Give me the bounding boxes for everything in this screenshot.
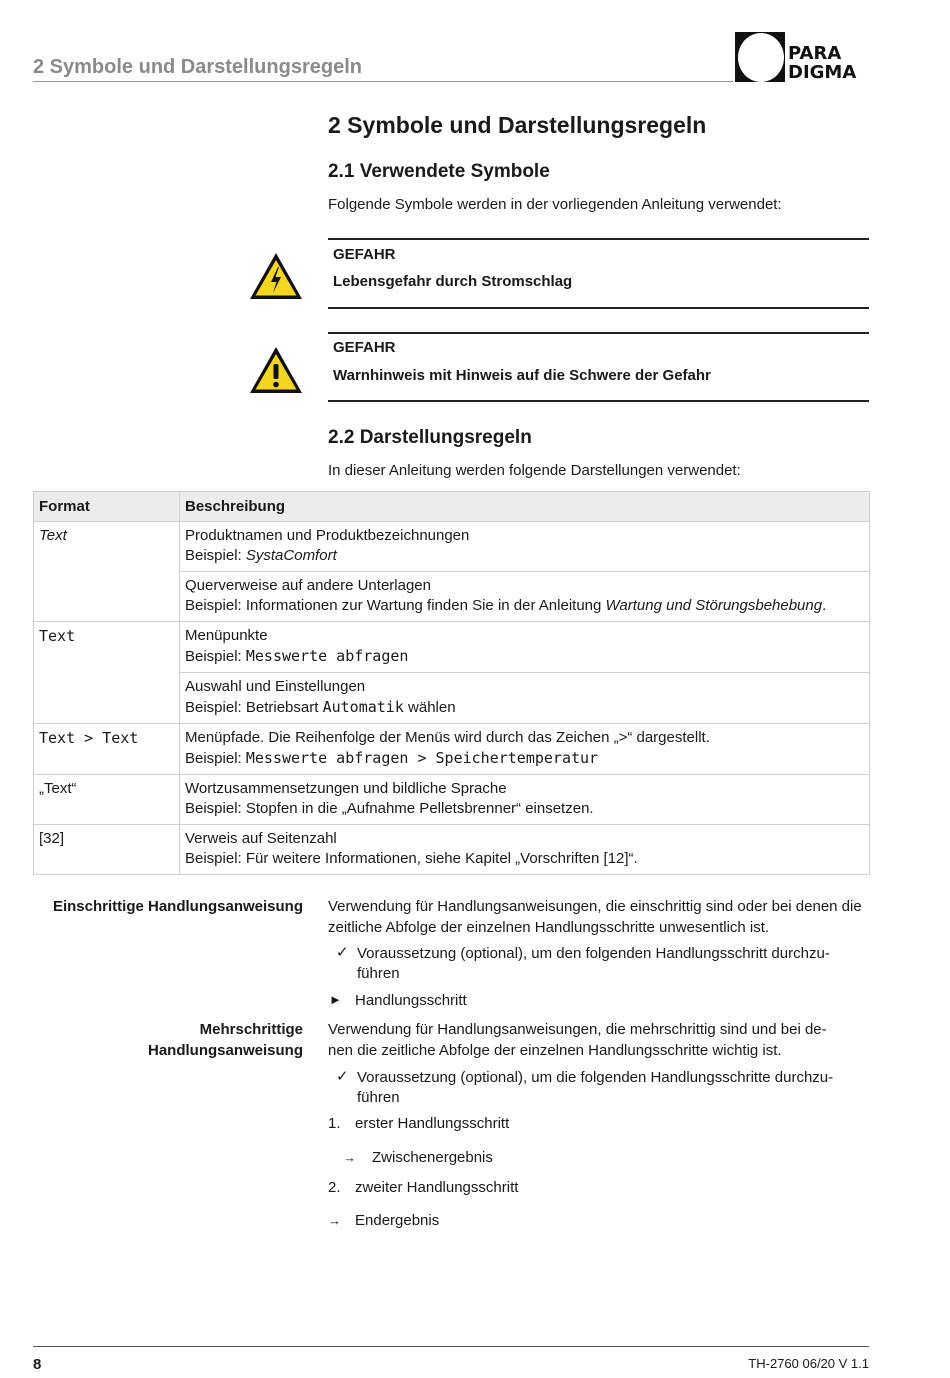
conventions-intro: In dieser Anleitung werden folgende Darstellungen verwendet: xyxy=(328,462,741,479)
logo-text-line2: DIGMA xyxy=(788,62,857,83)
description-cell xyxy=(180,673,870,724)
example-value: Messwerte abfragen xyxy=(245,647,409,665)
format-cell: Text xyxy=(34,622,180,724)
example-text: Beispiel: Stopfen in die „Aufnahme Pelletsbrenner“ einsetzen. xyxy=(185,800,594,817)
example-prefix: Beispiel: Betriebsart xyxy=(185,699,323,716)
warning-text: Warnhinweis mit Hinweis auf die Schwere der Gefahr xyxy=(333,367,711,384)
description-cell xyxy=(180,522,870,572)
format-cell: Text > Text xyxy=(34,724,180,775)
document-reference: TH-2760 06/20 V 1.1 xyxy=(748,1356,869,1371)
warning-label: GEFAHR xyxy=(333,339,396,356)
table-row xyxy=(34,775,870,825)
example-value: Wartung und Störungsbehebung xyxy=(605,597,823,614)
step-number: 2. xyxy=(328,1179,341,1196)
warning-rule-bottom xyxy=(328,400,869,402)
symbols-intro: Folgende Symbole werden in der vorliegenden Anleitung verwendet: xyxy=(328,196,782,213)
column-header-description: Beschreibung xyxy=(180,492,870,522)
check-mark-icon: ✓ xyxy=(336,944,349,961)
column-header-format: Format xyxy=(34,492,180,522)
step-text: erster Handlungsschritt xyxy=(355,1115,510,1132)
warning-label: GEFAHR xyxy=(333,246,396,263)
example-prefix: Beispiel: xyxy=(185,648,246,665)
precondition-text: Voraussetzung (optional), um die folgenden Handlungsschritte durchzu- xyxy=(357,1069,834,1086)
check-mark-icon: ✓ xyxy=(336,1068,349,1085)
page-number: 8 xyxy=(33,1356,42,1373)
electric-shock-warning-icon xyxy=(248,251,304,301)
section-title: 2 Symbole und Darstellungsregeln xyxy=(328,112,707,138)
example-value: Automatik xyxy=(322,698,404,716)
example-suffix: wählen xyxy=(403,699,456,716)
description-text: Auswahl und Einstellungen xyxy=(185,678,366,695)
precondition-text: Voraussetzung (optional), um den folgenden Handlungsschritt durchzu- xyxy=(357,945,830,962)
subsection-title-conventions: 2.2 Darstellungsregeln xyxy=(328,427,532,448)
result-arrow-icon: → xyxy=(328,1213,341,1228)
example-value: SystaComfort xyxy=(245,547,337,564)
example-text: Beispiel: Für weitere Informationen, siehe Kapitel „Vorschriften [12]“. xyxy=(185,850,638,867)
format-cell: [32] xyxy=(34,825,180,875)
conventions-table xyxy=(33,491,870,875)
single-step-label: Einschrittige Handlungsanweisung xyxy=(52,898,303,915)
step-text: Handlungsschritt xyxy=(355,992,467,1009)
footer-rule xyxy=(33,1346,869,1347)
paradigma-logo xyxy=(735,32,869,84)
example-suffix: . xyxy=(822,597,827,614)
table-row xyxy=(34,622,870,673)
intermediate-result-text: Zwischenergebnis xyxy=(372,1149,493,1166)
description-text: Menüpunkte xyxy=(185,627,268,644)
general-warning-icon xyxy=(248,345,304,395)
logo-text-line1: PARA xyxy=(788,43,842,64)
description-cell xyxy=(180,572,870,622)
example-prefix: Beispiel: Informationen zur Wartung finden Sie in der Anleitung xyxy=(185,597,606,614)
warning-rule-top xyxy=(328,238,869,240)
description-cell xyxy=(180,825,870,875)
description-cell xyxy=(180,775,870,825)
format-cell: Text xyxy=(34,522,180,622)
table-header-row xyxy=(34,492,870,522)
format-cell: „Text“ xyxy=(34,775,180,825)
table-row xyxy=(34,522,870,572)
example-value: Messwerte abfragen > Speichertemperatur xyxy=(245,749,599,767)
warning-rule-bottom xyxy=(328,307,869,309)
multi-step-label-line1: Mehrschrittige xyxy=(199,1021,303,1038)
description-text: Menüpfade. Die Reihenfolge der Menüs wird durch das Zeichen „>“ dargestellt. xyxy=(185,729,710,746)
step-triangle-icon: ► xyxy=(329,992,342,1007)
precondition-text-cont: führen xyxy=(357,1089,400,1106)
subsection-title-symbols: 2.1 Verwendete Symbole xyxy=(328,161,550,182)
result-arrow-icon: → xyxy=(343,1150,356,1165)
warning-rule-top xyxy=(328,332,869,334)
description-text: Verweis auf Seitenzahl xyxy=(185,830,337,847)
example-prefix: Beispiel: xyxy=(185,547,246,564)
multi-step-description: Verwendung für Handlungsanweisungen, die mehrschrittig sind und bei de- xyxy=(328,1021,827,1038)
final-result-text: Endergebnis xyxy=(355,1212,440,1229)
table-row xyxy=(34,825,870,875)
step-number: 1. xyxy=(328,1115,341,1132)
example-prefix: Beispiel: xyxy=(185,750,246,767)
multi-step-description-cont: nen die zeitliche Abfolge der einzelnen Handlungsschritte wichtig ist. xyxy=(328,1042,782,1059)
description-text: Produktnamen und Produktbezeichnungen xyxy=(185,527,470,544)
description-text: Wortzusammensetzungen und bildliche Sprache xyxy=(185,780,507,797)
description-text: Querverweise auf andere Unterlagen xyxy=(185,577,431,594)
logo-mark-icon xyxy=(735,32,785,82)
description-cell xyxy=(180,622,870,673)
multi-step-label-line2: Handlungsanweisung xyxy=(147,1042,303,1059)
table-row xyxy=(34,724,870,775)
running-header-title: 2 Symbole und Darstellungsregeln xyxy=(33,56,362,78)
warning-text: Lebensgefahr durch Stromschlag xyxy=(333,273,573,290)
header-rule xyxy=(33,81,733,82)
step-text: zweiter Handlungsschritt xyxy=(355,1179,519,1196)
single-step-description: Verwendung für Handlungsanweisungen, die einschrittig sind oder bei denen die zeitliche Abfolge der einzelnen Handlungsschritte unwesentlich ist. xyxy=(328,898,862,936)
precondition-text-cont: führen xyxy=(357,965,400,982)
description-cell xyxy=(180,724,870,775)
